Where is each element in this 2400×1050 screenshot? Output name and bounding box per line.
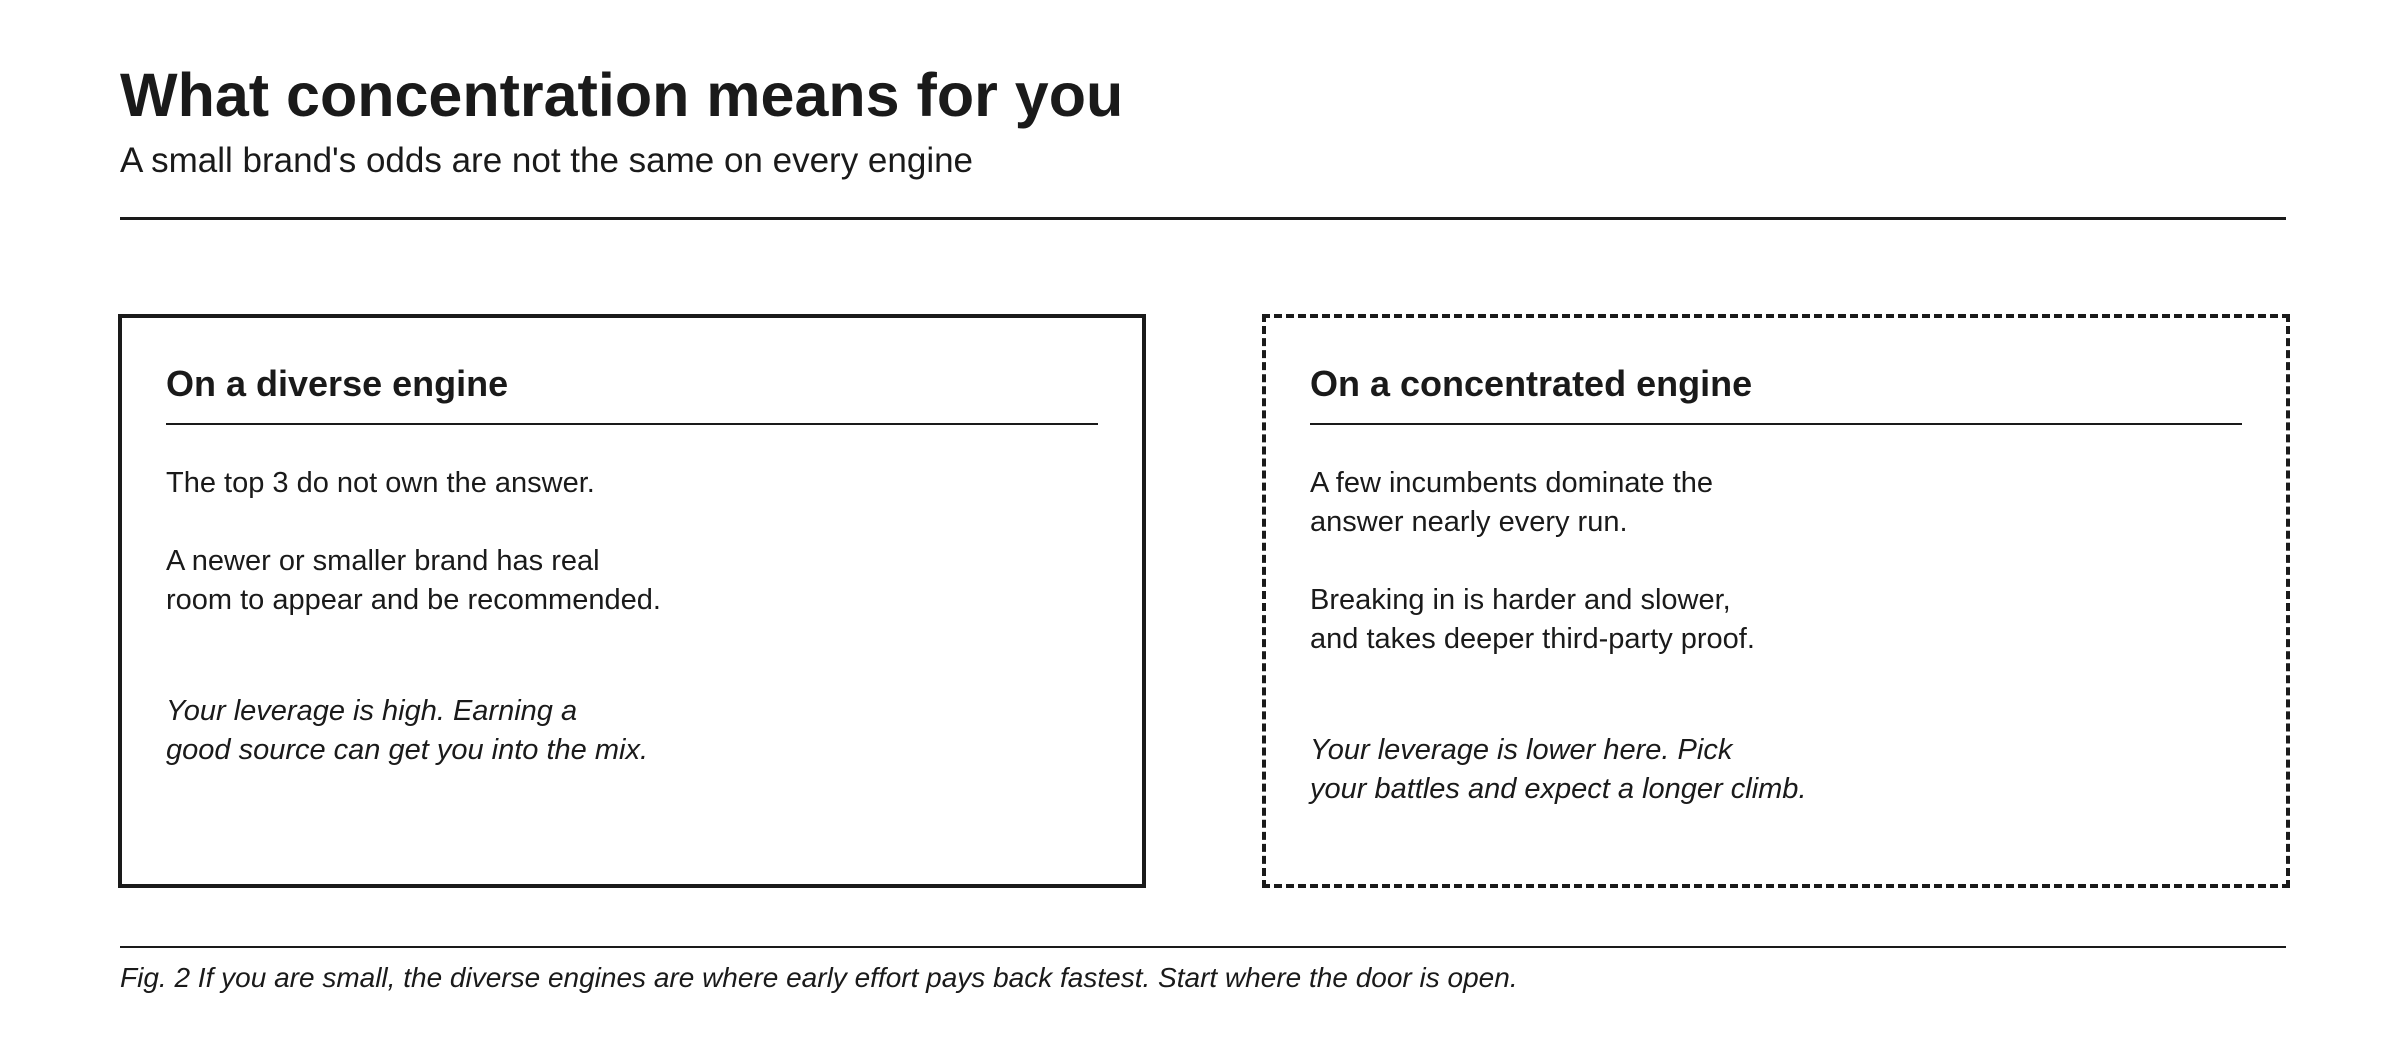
footer-divider — [120, 946, 2286, 948]
diverse-engine-card — [118, 314, 1146, 888]
diverse-engine-title: On a diverse engine — [166, 363, 509, 404]
concentrated-engine-title: On a concentrated engine — [1310, 363, 1753, 404]
page-title: What concentration means for you — [120, 61, 1124, 129]
card-body — [166, 464, 886, 809]
page-subtitle: A small brand's odds are not the same on every engine — [120, 141, 974, 180]
leverage-note: Your leverage is lower here. Pick your battles and expect a longer climb. — [1310, 734, 1807, 805]
card-paragraph: A newer or smaller brand has real room to appear and be recommended. — [166, 545, 661, 616]
card-paragraph: Breaking in is harder and slower, and takes deeper third-party proof. — [1310, 584, 1755, 655]
leverage-note: Your leverage is high. Earning a good source can get you into the mix. — [166, 695, 649, 766]
card-divider — [1310, 423, 2242, 425]
card-paragraph: The top 3 do not own the answer. — [166, 467, 595, 499]
header-divider — [120, 217, 2286, 220]
card-body — [1310, 464, 2030, 848]
figure-caption: Fig. 2 If you are small, the diverse engines are where early effort pays back fastest. Start where the door is open. — [120, 962, 1518, 993]
card-paragraph: A few incumbents dominate the answer nearly every run. — [1310, 467, 1714, 538]
concentrated-engine-card — [1262, 314, 2290, 888]
card-divider — [166, 423, 1098, 425]
